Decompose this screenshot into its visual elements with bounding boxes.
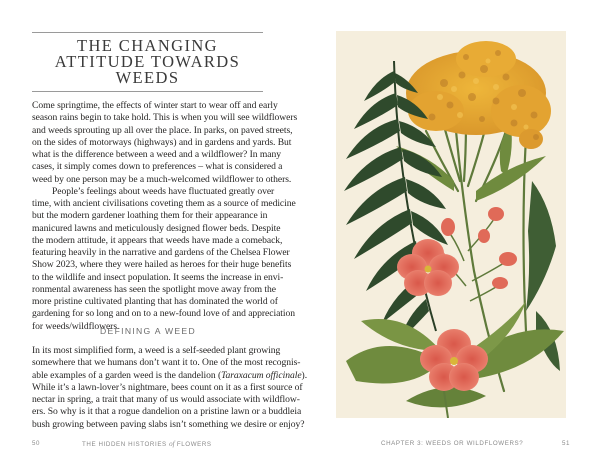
page-number: 50 [32, 440, 41, 447]
text-line: While it’s a lawn-lover’s nightmare, bees count on it as a first source of [32, 381, 303, 393]
text-line: cases, it simply comes down to preferences – what is considered a [32, 161, 283, 173]
definition-paragraph [32, 345, 308, 431]
text-line: In its most simplified form, a weed is a self-seeded plant growing [32, 345, 281, 356]
text-line: season rains begin to take hold. This is when you will see wildflowers [32, 112, 298, 124]
running-head [82, 440, 212, 448]
text-line: featuring heavily in the narrative and gardens of the Chelsea Flower [32, 247, 290, 258]
text-line: weed by one person may be a much-welcomed wildflower to others. [32, 173, 292, 185]
text-line: on the sides of motorways (highways) and in gardens and yards. But [32, 136, 292, 148]
text-segment: ). [301, 369, 308, 381]
text-line: ronmental awareness has seen the spotlight move away from the [32, 283, 276, 295]
running-head-text: THE HIDDEN HISTORIES [82, 441, 170, 448]
flower-illustration-icon [336, 31, 566, 418]
title-line: THE CHANGING [77, 36, 218, 55]
text-line: what is the difference between a weed and a wildflower? In many [32, 149, 281, 160]
text-line: for weeds/wildflowers. [32, 320, 120, 332]
running-head: CHAPTER 3: WEEDS OR WILDFLOWERS? [381, 440, 524, 447]
text-segment: able examples of a garden weed is the dandelion ( [32, 369, 222, 381]
text-line: gardening for so long and on to a new-found love of and appreciation [32, 308, 296, 320]
botanical-name: Taraxacum officinale [221, 369, 302, 381]
text-line: ers. So why is it that a rogue dandelion on a pristine lawn or a buddleia [32, 406, 302, 418]
page-number: 51 [562, 440, 571, 447]
section-subheading: DEFINING A WEED [100, 326, 196, 336]
text-line: manicured lawns and meticulously designed flower beds. Despite [32, 222, 281, 234]
text-line-with-italic [32, 369, 308, 382]
red-flower-lower [420, 329, 488, 391]
text-line: Show 2023, where they were hailed as heroes for their huge benefits [32, 259, 292, 271]
running-head-italic: of [169, 440, 175, 448]
text-line: People’s feelings about weeds have fluctuated greatly over [52, 185, 275, 197]
title-line: WEEDS [115, 68, 180, 87]
text-line: more pristine cultivated planting that has dominated the world of [32, 296, 278, 307]
text-line: the modern attitude, it appears that weeds have made a comeback, [32, 234, 283, 246]
text-line: and weeds sprouting up all over the place. In parks, on paved streets, [32, 124, 293, 136]
text-line: bush growing between paving slabs isn’t something we desire or enjoy? [32, 418, 305, 430]
text-line: nectar in spring, a trait that many of us would associate with wildflow- [32, 394, 300, 405]
text-line: but the modern gardener loathing them for their appearance in [32, 210, 268, 222]
text-line: somewhere that we humans don’t want it to. One of the most recognis- [32, 357, 301, 369]
chapter-title [32, 32, 263, 92]
text-line: to the wildlife and insect population. It seems the increase in envi- [32, 271, 284, 283]
intro-paragraph [32, 100, 298, 333]
right-page [300, 0, 600, 470]
botanical-illustration [336, 31, 566, 418]
text-line: Come springtime, the effects of winter start to wear off and early [32, 100, 278, 111]
title-line: ATTITUDE TOWARDS [54, 52, 241, 71]
text-line: time, with ancient civilisations coveting them as a source of medicine [32, 198, 296, 209]
running-head-text: FLOWERS [174, 441, 212, 448]
